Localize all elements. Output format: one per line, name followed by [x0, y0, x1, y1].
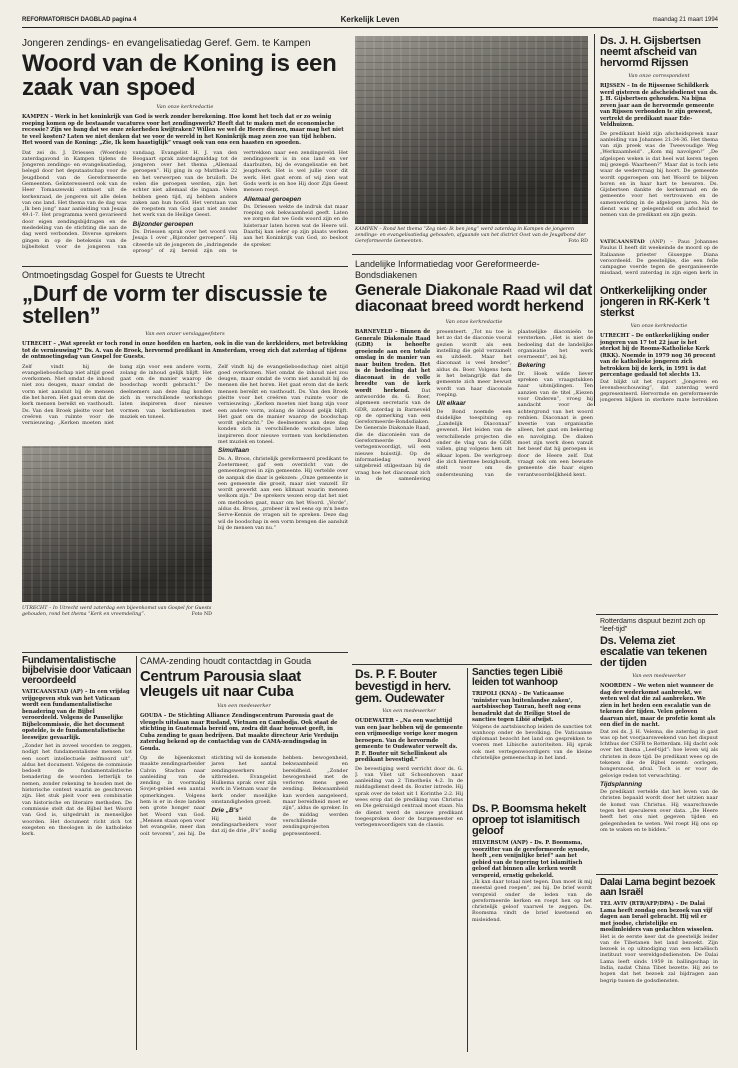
article-parousia [140, 656, 348, 1052]
article-body [355, 329, 593, 482]
section-rule [352, 664, 592, 665]
body-text: (ANP) – Paus Johannes Paulus II heeft dit weekeinde de moord op de Italiaanse priester Giuseppe Diana veroordeeld. De geestelijke, die een felle campagne voerde tegen de georganiseerde misdaad, werd zaterdag in zijn eigen kerk in [600, 239, 718, 277]
article-headline: Sancties tegen Libië leiden tot wanhoop [472, 668, 563, 688]
caption-text: UTRECHT – In Utrecht werd zaterdag een bijeenkomst van Gospel for Guests gehouden, rond het thema “Kerk en vreemdeling”. [22, 606, 212, 617]
article-libie [472, 668, 592, 798]
article-velema [600, 618, 718, 868]
article-kampen [22, 38, 348, 260]
article-vaticaanstad [600, 239, 718, 277]
article-dalai-lama [600, 878, 718, 1052]
article-lead: GOUDA – De Stichting Alliance Zendingscentrum Parousia gaat de vleugels uitslaan naar Rusland, Vietnam en Cambodja. Ook staat de stichting in Guatemala bereid om, zodra dit daar houvast geeft, in Cuba zending te gaan bedrijven. Dat maakte directeur Arie Verduijn zaterdag bekend op de contactdag van de CAMA-zendingsdag in Gouda. [140, 713, 339, 752]
column-rule [467, 668, 468, 1052]
article-lead: KAMPEN – Werk in het koninkrijk van God is werk zonder berekening. Hoe komt het toch dat er zo weinig roeping komen op de bestaande vacatures voor het zendingswerk? Heeft dat te maken met de economische recessie? Zijn we bang dat we onze zekerheden kwijtraken? Willen we wel de Heere dienen, maar mag het niet te veel kosten? Laten we niet denken dat we voor de wereld in het Koninkrijk mag zeen zoe van tijd hebben. Het woord van de Koning: „Zie, Ik kom haastiglijk” vraagt ook van ons een haasten en spoeden. [22, 114, 344, 146]
article-headline: Fundamentalistische bijbelvisie door Vaticaan veroordeeld [22, 656, 132, 686]
article-byline: Van onze kerkredactie [445, 319, 503, 325]
column-rule [594, 34, 595, 406]
article-body-col [218, 364, 348, 647]
article-headline: Centrum Parousia slaat vleugels uit naar Cuba [140, 668, 301, 700]
article-diaconaat [355, 259, 593, 659]
article-lead: UTRECHT – De ontkerkelijking onder jongeren van 17 tot 22 jaar is het sterkst bij de Rooms-Katholieke Kerk (RKK). Noemde in 1979 nog 36 procent van de katholieke jongeren zich betrokken bij de kerk, in 1991 is dat percentage gedaald tot slechts 13. [600, 333, 716, 378]
article-byline: Van een medewerker [632, 673, 686, 679]
subheading: Bekering [517, 362, 546, 370]
subheading: Simultaan [218, 447, 250, 455]
article-gijsbertsen [600, 36, 718, 236]
masthead [22, 14, 718, 28]
article-body [22, 150, 348, 255]
article-lead: VATICAANSTAD (AP) – In een vrijdag vrijgegeven stuk van het Vaticaan wordt een fundamentalistische benadering van de Bijbel veroordeeld. Volgens de Pauselijke Bijbelcommissie, die het document opstelde, is de fundamentalistische leeswijze gevaarlijk. [22, 689, 130, 741]
subheading: Drie „B's” [211, 807, 243, 815]
body-text: Dat antwoordde ds. G. Boer, algemeen secretaris van de GDR, zaterdag in Barneveld op de opmerking van een Gereformeerde-Bondsdiaken. De Generale Diakonale Raad, die de diaconieën van de Gereformeerde Bond vertegenwoordigt, wil een nieuwe huisstijl. Op de informatiedag werd uitgebreid stilgestaan bij de vraag hoe het diaconaat zich in de samenleving presenteert. „Tot nu toe is het zo dat de diaconie vooral gezien wordt als een instelling die geld verzamelt en uitdeelt. Maar het diaconaat is veel breder”, aldus ds. Boer. Volgens hem is het belangrijk dat de gemeente zich meer bewust wordt van haar diaconale roeping. [355, 329, 512, 482]
article-kicker: Jongeren zendings- en evangelisatiedag Geref. Gem. te Kampen [22, 38, 311, 49]
newspaper-page [22, 14, 718, 1054]
article-bouter [355, 668, 463, 1052]
section-rule [352, 254, 592, 255]
body-text: De predikant vertelde dat het leven van de christen bepaald wordt door het uitzien naar de komst van Christus. Hij waarschuwde tegen het speculeren over data. „De Heere heeft het ons niet gegeven tijden en gelegenheden te weten. Wel roept Hij ons op om te waken en te bidden.” [600, 789, 718, 833]
article-body [600, 729, 718, 834]
article-lead: TEL AVIV (RTR/AFP/DPA) – De Dalai Lama heeft zondag een bezoek van vijf dagen aan Israël gebracht. Hij wil er met joodse, christelijke en moslimleiders van gedachten wisselen. [600, 901, 714, 933]
body-text: Ds. Driessen wekte de indruk dat maar roeping ook bekwaamheid geeft. Laten we zorgen dat we Gods woord zijn en de luisteraar laten horen wat de Heere wil. Daarbij kan ieder op zijn plaats werken aan het Koninkrijk van God, zo besloot de spreker. [243, 203, 348, 248]
body-text: Dr. Hoek wilde liever spreken van vraagstukken naar uitsnijdingen. Ten aanzien van de titel „Kiezen voor Onderen”, vroeg hij aandacht voor de achtergrond van het woord renbien. Diaconaat is geen kwestie van organisatie alleen, het gaat om bekering en navolging. De diaken moet zijn werk doen vanuit het besef dat hij geroepen is door de Heere zelf. Dat vraagt ook om een bewuste gemeente die haar eigen verantwoordelijkheid kent. [517, 370, 593, 478]
article-headline: Ds. P. Boomsma hekelt oproep tot islamitisch geloof [472, 804, 586, 837]
body-text: Zelf vindt hij de evangelieboodschap niet altijd goed overkomen. Niet omdat de inhoud niet zou deugen, maar omdat de vorm niet aansluit bij de mensen die het horen. Het gaat erom dat de kerk mensen bereikt en vasthoudt. Ds. Van den Broek pleitte voor het creëren van ruimte voor de vernieuwing: „Kerken moeten niet bang zijn voor een andere vorm, zolang de inhoud gelijk blijft. Het gaat om de manier waarop de boodschap wordt gebracht.” De deelnemers aan deze dag konden zich in verschillende workshops laten inspireren door nieuwe vormen van kerkdiensten met muziek en toneel. [218, 363, 348, 446]
article-headline: Ds. J. H. Gijsbertsen neemt afscheid van hervormd Rijssen [600, 36, 701, 69]
article-kicker: Ontmoetingsdag Gospel for Guests te Utrecht [22, 270, 205, 280]
photo-caption [355, 227, 588, 245]
article-lead: RIJSSEN – In de Rijssense Schildkerk werd gisteren de afscheidsdienst van ds. J. H. Gijsbertsen gehouden. Na bijna zeven jaar aan de hervormde gemeente van Rijssen verbonden te zijn geweest, vertrekt de predikant naar Ede-Veldhuizen. [600, 83, 718, 128]
column-rule [136, 656, 137, 1050]
church-photo [355, 36, 588, 224]
article-ontkerkelijking [600, 286, 718, 404]
article-headline: Ds. Velema ziet escalatie van tekenen der tijden [600, 635, 707, 669]
article-byline: Van onze kerkredactie [156, 104, 214, 110]
article-byline: Van onze correspondent [628, 73, 690, 79]
body-text: Ds. A. Broos, christelijk gereformeerd predikant te Zoetermeer, gaf een overzicht van de gemeentegroei in zijn gemeente. Hij vertelde over de aanpak die daar is gekozen: „Onze gemeente is een gemeente die groeit, maar niet vanzelf. Er wordt gewerkt aan een klimaat waarin mensen welkom zijn.” De sprekers wezen erop dat het niet om methoden gaat, maar om het Woord. „Vorde”, aldus ds. Broos, „probeer ik wel eens op m'n beste Serve-Kennis de vragen uit te spreken. Deze dag wil de boodschap in een vorm brengen die aansluit bij de mensen van nu.” [218, 455, 348, 531]
masthead-left: REFORMATORISCH DAGBLAD pagina 4 [22, 17, 137, 23]
subheading: Allemaal geroepen [243, 195, 302, 203]
masthead-date: maandag 21 maart 1994 [652, 17, 718, 23]
article-headline: „Durf de vorm ter discussie te stellen” [22, 281, 328, 328]
section-rule [22, 266, 348, 267]
article-body: De bevestiging werd verricht door ds. G. J. van Vliet uit Schoonhoven naar aanleiding van 2 Timotheüs 4:2. In de middagdienst deed ds. Bouter intrede. Hij sprak over de tekst uit 1 Korinthe 2:2. Hij wees erop dat de prediking van Christus en Die gekruisigd centraal moet staan. Na de dienst werd de nieuwe predikant toegesproken door de burgemeester en vertegenwoordigers van de classis. [355, 765, 463, 829]
subheading: Uit elkaar [436, 400, 466, 408]
body-text: Ds. Driessen sprak over het woord van Jesaja 1 over „Bijzonder geroepen”. Hij citeerde uit de jongeren de „indringende oproep” of zij bereid zijn om te vertrekken naar een zendingsveld. Het zendingswerk is in ons land en ver daarbuiten, bij de evangelisatie en het jeugdwerk. Het is wel jullie voor dit werk. Het gaat erom of wij zien wat Gods werk is en hoe Hij door Zijn Geest mensen roept. [132, 149, 348, 254]
section-rule [596, 614, 718, 615]
section-rule [596, 874, 718, 875]
article-byline: Van een medewerker [382, 708, 436, 714]
article-boomsma [472, 804, 592, 1052]
body-text: Dat zei ds. J. H. Velema, die zaterdag in gast was op het voorjaarsweekend van het dispuut Ichthus der CSFR te Rotterdam. Hij dacht ook over het thema „Leef-tijd”: hoe leven wij als christen in deze tijd. De predikant wees op de tekenen die de Bijbel noemt: oorlogen, hongersnood, afval. Toch is er voor de gelovige reden tot verwachting. [600, 728, 718, 779]
article-byline: Van een medewerker [217, 703, 271, 709]
article-kicker: CAMA-zending houdt contactdag in Gouda [140, 656, 312, 666]
body-text: Dat zei ds. J. Driessen (Woerden) zaterdagavond in Kampen tijdens de Jongeren zendings- en evangelisatiedag, belegd door het deputaatschap voor de Jeugdbond van de Gereformeerde Gemeenten. Geïnteresseerd ook van de Heer Tomaszewski ontmoet uit de kerkenraad, de jongeren uit alle delen van ons land. Het thema van de dag was „Ik ben jong” naar aanleiding van Jesaja 49:1-7. Het programma werd gevarieerd door eigen zendingsbijdragen en de mededeling van de stichting die aan de dag werd verbonden. Diverse sprekers gingen in op de betekenis van de bijbeltekst voor de jongeren van vandaag. Evangelist H. J. van den Boogaart sprak zaterdagmiddag tot de jongeren over het thema „Allemaal geroepen”. Hij ging in op Mattheüs 22 en het verwerpen van de bruiloft. De velen die geroepen werden, zijn het echter niet allemaal die ingaan. Velen hebben geen tijd, zij hebben andere zaken aan hun hoofd. Het verstaan van de roepstem van God gaat niet zonder het werk van de Heilige Geest. [22, 149, 238, 250]
article-headline: Ds. P. F. Bouter bevestigd in herv. gem. Oudewater [355, 668, 451, 705]
body-text: De Bond noemde een duidelijke toespitsing op „Landelijk Diaconaal” gewenst. Het leiden van de verschillende projecten die onder de vlag van de GDR vallen, ging volgens hem uit elkaar lopen. De werkgroep die zich hiermee bezighoudt, stelt voor om de ondersteuning van de plaatselijke diaconieën te versterken. „Het is niet de bedoeling dat de landelijke organisatie het werk overneemt”, zei hij. [436, 329, 593, 478]
photo-caption [22, 606, 212, 618]
subheading: Bijzonder geroepen [132, 220, 194, 228]
photo-credit: Foto ND [191, 612, 212, 617]
article-body: De predikant hield zijn afscheidspreek naar aanleiding van Johannes 21:34-36. Het thema van zijn preek was de Tweevoudige Weg „Werkzaamheid”. „Kom mij navolgen!” „De afgelopen weken is dat heel wat keren tegen mij gezegd: Waarheen?” Maar dat is toch iets waar de wedervraag bij hoort. De gemeente wordt opgeroepen om het Woord te blijven horen en in haar hart te bewaren. Ds. Gijsbertsen dankte de kerkenraad en de gemeente voor het vertrouwen en de samenwerking in de afgelopen jaren. Na de dienst was er gelegenheid om afscheid te nemen van de predikant en zijn gezin. [600, 130, 718, 219]
article-lead: NOORDEN – We weten niet wanneer de dag der wederkomst aanbreekt, we weten wel dat die zal aanbreken. We zien in het heden een escalatie van de tekenen der tijden. Velen geloven daarvan niet, maar de profetie komt als een dief in de nacht. [600, 683, 716, 728]
article-body [140, 755, 348, 837]
article-lead: OUDEWATER – „Na een wachttijd van een jaar hebben wij de gemeente een vrijmoedige vorige keer mogen beroepen. Van de hervormde gemeente te Oudewater verwelt ds. P. F. Bouter uit Schellinkout als predikant bevestigd.” [355, 718, 463, 763]
article-body: Zelf vindt hij de evangelieboodschap niet altijd goed overkomen. Niet omdat de inhoud niet zou deugen, maar omdat de vorm niet aansluit bij de mensen die het horen. Het gaat erom dat de kerk mensen bereikt en vasthoudt. Ds. Van den Broek pleitte voor het creëren van ruimte voor de vernieuwing: „Kerken moeten niet bang zijn voor een andere vorm, zolang de inhoud gelijk blijft. Het gaat om de manier waarop de boodschap wordt gebracht.” De deelnemers aan deze dag konden zich in verschillende workshops laten inspireren door nieuwe vormen van kerkdiensten met muziek en toneel. [22, 363, 212, 427]
photo-credit: Foto RD [568, 239, 588, 244]
article-body: Het is de eerste keer dat de geestelijk leider van de Tibetanen het land bezoekt. Zijn bezoek is op uitnodiging van een Israëlisch instituut voor wereldgodsdiensten. De Dalai Lama leeft sinds 1959 in ballingschap in India, nadat China Tibet bezette. Hij zei te hopen dat het bezoek zal bijdragen aan begrip tussen de godsdiensten. [600, 933, 718, 984]
article-headline: Generale Diakonale Raad wil dat diaconaat breed wordt herkend [355, 282, 593, 315]
article-body: Volgens de aartsbisschop leiden de sancties tot wanhoop onder de bevolking. De Vaticaanse diplomaat bezocht het land om gesprekken te voeren met Libische autoriteiten. Hij sprak ook met vertegenwoordigers van de kleine christelijke gemeenschap in het land. [472, 723, 592, 761]
article-body: „Ik kan daar totaal niet tegen. Dan moet ik mij meestal goed roepen”, zei hij. De brief wordt verspreid onder de leden van de gereformeerde kerken en roept hen op het christelijk geloof vaarwel te zeggen. Ds. Boomsma vindt de brief kwetsend en misleidend. [472, 879, 592, 923]
article-headline: Ontkerkelijking onder jongeren in RK-Kerk 't sterkst [600, 286, 710, 319]
article-body: Dat blijkt uit het rapport „Jongeren en levensbeschouwing”, dat zaterdag werd gepresenteerd. Hervormde en gereformeerde jongeren blijken in sterkere mate betrokken [600, 378, 718, 404]
body-text: Hij hield de zendingsarbeiders voor dat zij de drie „B's” nodig hebben: bewogenheid, bekwaamheid en bereidheid. „Zonder bewogenheid met de verloren mens geen zending. Bekwaamheid kan worden aangeleerd, maar bereidheid moet er zijn”, aldus de spreker. In de middag werden verschillende zendingsprojecten gepresenteerd. [211, 755, 348, 837]
article-kicker: Landelijke Informatiedag voor Gereformeerde-Bondsdiakenen [355, 259, 540, 280]
dateline: VATICAANSTAD [600, 239, 645, 245]
article-headline: Woord van de Koning is een zaak van spoed [22, 50, 337, 101]
section-title: Kerkelijk Leven [340, 15, 400, 24]
article-lead: UTRECHT – „Wat spreekt er toch rond in onze hoofden en harten, ook in die van de kerkleiders, met betrekking tot de vernieuwing?” Ds. A. van de Broek, hervormd predikant in Amsterdam, vroeg zich dat zaterdag af tijdens de ontmoetingsdag van Gospel for Guests. [22, 341, 348, 360]
section-rule [22, 652, 348, 653]
caption-text: KAMPEN – Rond het thema “Zeg niet: Ik ben jong” werd zaterdag in Kampen de jongeren zendings- en evangelisatiedag gehouden, afgaande van het district Oost van de Jeugdbond der Gereformeerde Gemeenten. [355, 227, 586, 244]
article-lead: BARNEVELD – Binnen de Generale Diakonale Raad (GDR) is behoefte groeiende aan een totale omslag in de manier van naar buiten treden. Het is de bedoeling dat het diaconaat in de volle breedte van de kerk wordt herkend. [355, 329, 431, 394]
gospel-photo [22, 446, 212, 602]
article-fundamentalisme [22, 656, 132, 1052]
article-byline: Van onze kerkredactie [630, 323, 688, 329]
body-text: Op de bijeenkomst maakte zendingsarbeider Calvin Stachon naar aanleiding van de zending in voormalig Sovjet-gebied een aantal opmerkingen. Volgens hem is er in deze landen een grote honger naar het Woord van God. „Mensen staan open voor het evangelie, meer dan ooit tevoren”, zei hij. De stichting wil de komende jaren het aantal zendingswerkers uitbreiden. Evangelist Hulkema sprak over zijn werk in Vietnam waar de kerk onder moeilijke omstandigheden groeit. [140, 755, 277, 837]
subheading: Tijdsplanning [600, 780, 643, 788]
article-lead: HILVERSUM (ANP) – Ds. P. Boomsma, voorzitter van de gereformeerde synode, heeft „een venijnlijke brief” aan het gebied van de tegering tot islamitisch geloof dat binnen alle kerken wordt verspreid, ernstig gehekeld. [472, 840, 590, 879]
article-headline: Dalai Lama begint bezoek aan Israël [600, 878, 716, 898]
article-kicker: Rotterdams dispuut bezint zich op “leef-tijd” [600, 618, 706, 633]
article-body: „Zonder het in zoveel woorden te zeggen, nodigt het fundamentalisme mensen tot een soort intellectuele zelfmoord uit”, aldus het document. Volgens de commissie bedoelt de fundamentalistische benadering de woorden letterlijk te nemen, zonder rekening te houden met de historische context waarin ze geschreven zijn. Het stuk pleit voor een combinatie van historische en literaire methoden. De commissie stelt dat de Bijbel het Woord van God is, uitgedrukt in menselijke woorden. Het document richt zich tot exegeten en theologen in de katholieke kerk. [22, 743, 132, 838]
article-lead: TRIPOLI (KNA) – De Vaticaanse ‘minister van buitenlandse zaken’, aartsbisschop Tauran, heeft nog eens benadrukt dat de Heilige Stoel de sancties tegen Libië afwijst. [472, 691, 581, 723]
article-byline: Van een onzer verslaggeefsters [145, 331, 225, 337]
